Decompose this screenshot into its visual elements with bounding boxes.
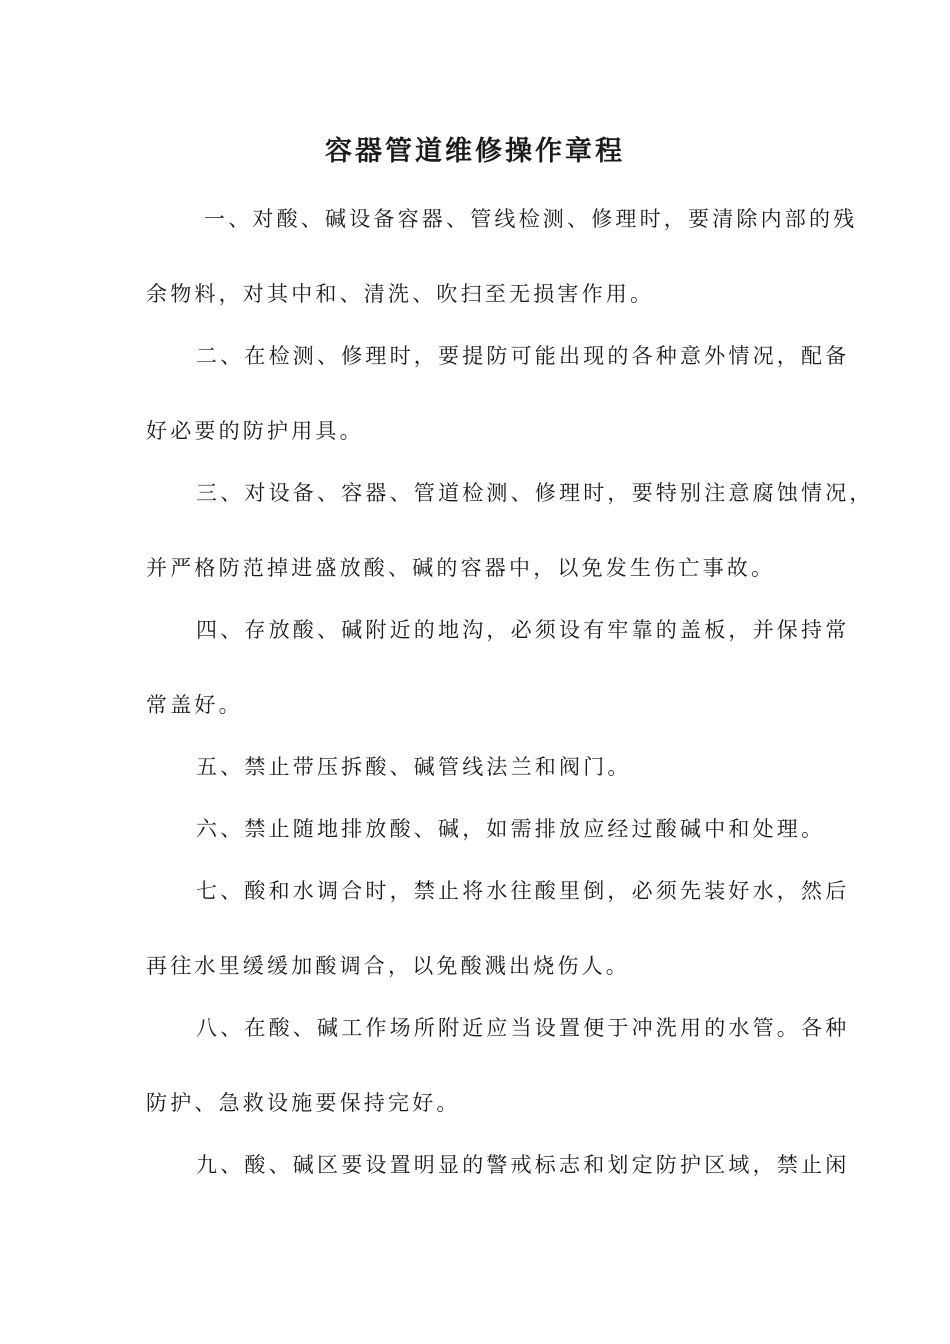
paragraph-3-line-1: 三、对设备、容器、管道检测、修理时，要特别注意腐蚀情况， [196,481,874,505]
paragraph-3-line-2: 并严格防范掉进盛放酸、碱的容器中，以免发生伤亡事故。 [146,556,776,580]
paragraph-5-line-1: 五、禁止带压拆酸、碱管线法兰和阀门。 [196,755,632,779]
paragraph-8-line-2: 防护、急救设施要保持完好。 [146,1091,461,1115]
document-title: 容器管道维修操作章程 [325,136,625,167]
paragraph-6-line-1: 六、禁止随地排放酸、碱，如需排放应经过酸碱中和处理。 [196,817,826,841]
paragraph-2-line-2: 好必要的防护用具。 [146,419,364,443]
paragraph-4-line-2: 常盖好。 [146,693,243,717]
paragraph-9-line-1: 九、酸、碱区要设置明显的警戒标志和划定防护区域，禁止闲 [196,1153,850,1177]
paragraph-1-line-1: 一、对酸、碱设备容器、管线检测、修理时，要清除内部的残 [204,207,858,231]
paragraph-1-line-2: 余物料，对其中和、清洗、吹扫至无损害作用。 [146,282,655,306]
paragraph-8-line-1: 八、在酸、碱工作场所附近应当设置便于冲洗用的水管。各种 [196,1016,850,1040]
paragraph-7-line-1: 七、酸和水调合时，禁止将水往酸里倒，必须先装好水，然后 [196,879,850,903]
paragraph-7-line-2: 再往水里缓缓加酸调合，以免酸溅出烧伤人。 [146,954,630,978]
paragraph-4-line-1: 四、存放酸、碱附近的地沟，必须设有牢靠的盖板，并保持常 [196,618,850,642]
paragraph-2-line-1: 二、在检测、修理时，要提防可能出现的各种意外情况，配备 [196,344,850,368]
